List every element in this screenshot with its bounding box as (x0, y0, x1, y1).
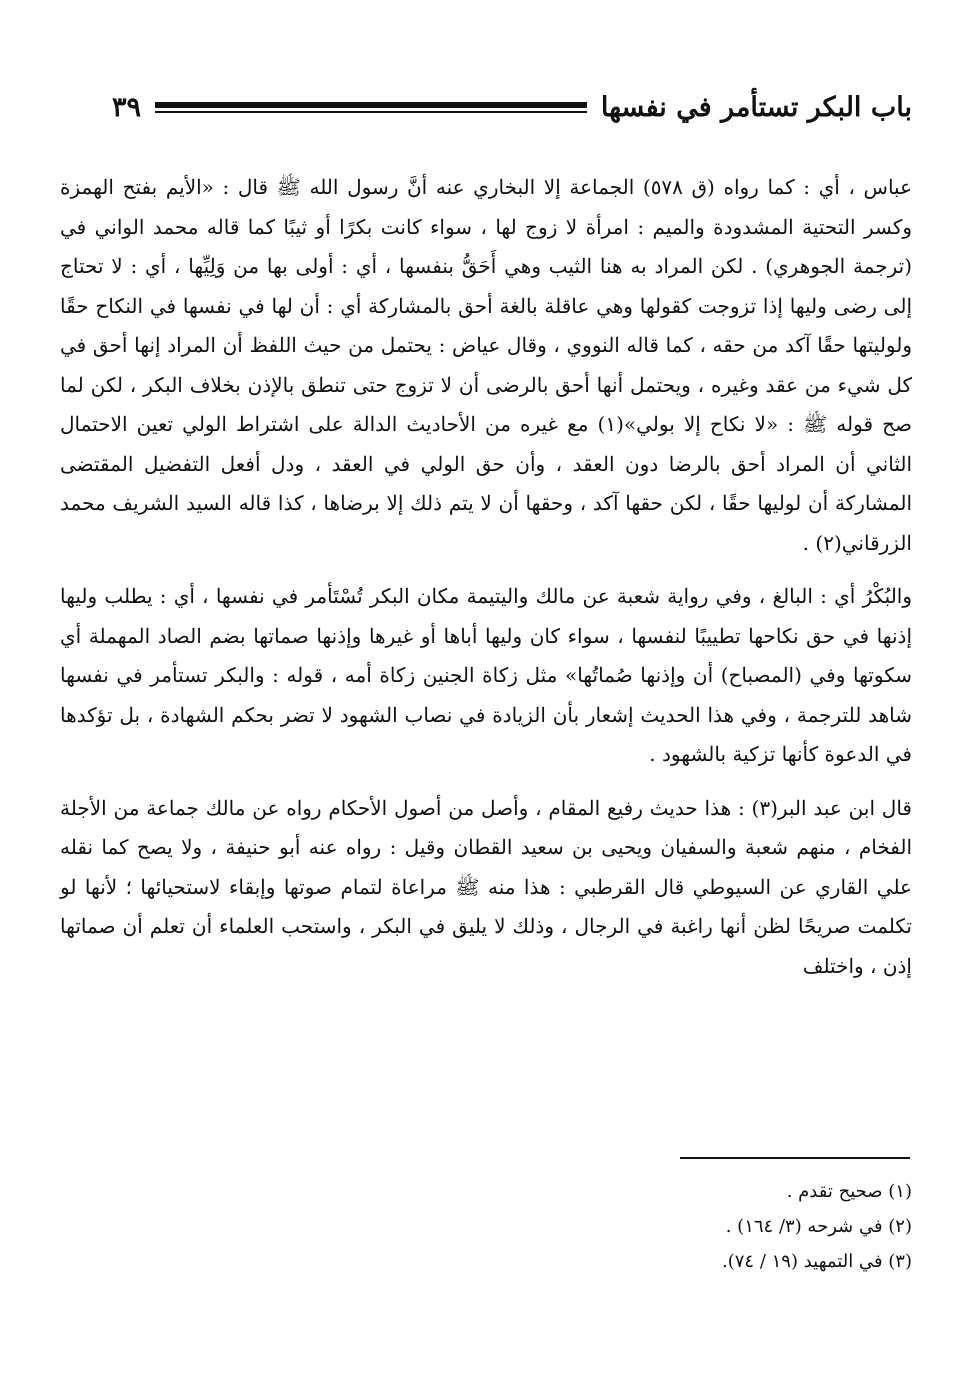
footnote-divider (680, 1157, 910, 1159)
footnotes (60, 1174, 912, 1279)
paragraph-1: عباس ، أي : كما رواه (ق ٥٧٨) الجماعة إلا البخاري عنه أنَّ رسول الله ﷺ قال : «الأيم بفتح الهمزة وكسر التحتية المشدودة والميم : امرأة لا زوج لها ، سواء كانت بكرًا أو ثيبًا كما قاله محمد الواني في (ترجمة الجوهري) . لكن المراد به هنا الثيب وهي أَحَقُّ بنفسها ، أي : أولى بها من وَلِيِّها ، أي : لا تحتاج إلى رضى وليها إذا تزوجت كقولها وهي عاقلة بالغة أحق بالمشاركة أي : أن لها في نفسها في النكاح حقًا ولوليتها حقًا آكد من حقه ، كما قاله النووي ، وقال عياض : يحتمل من حيث اللفظ أن المراد إنها أحق في كل شيء من عقد وغيره ، ويحتمل أنها أحق بالرضى أن لا تزوج حتى تنطق بالإذن بخلاف البكر ، لكن لما صح قوله ﷺ : «لا نكاح إلا بولي»(١) مع غيره من الأحاديث الدالة على اشتراط الولي تعين الاحتمال الثاني أن المراد أحق بالرضا دون العقد ، وأن حق الولي في العقد ، ودل أفعل التفضيل المقتضى المشاركة أن لوليها حقًا ، لكن حقها آكد ، وحقها أن لا يتم ذلك إلا برضاها ، كذا قاله السيد الشريف محمد الزرقاني(٢) . (60, 175, 913, 555)
header-rule (155, 102, 587, 113)
chapter-title: باب البكر تستأمر في نفسها (600, 91, 912, 123)
footnote-3: (٣) في التمهيد (١٩ / ٧٤). (722, 1251, 912, 1272)
footnote-2: (٢) في شرحه (٣/ ١٦٤) . (725, 1216, 912, 1237)
page-header (112, 84, 912, 130)
body-text (60, 168, 912, 1000)
paragraph-3: قال ابن عبد البر(٣) : هذا حديث رفيع المقام ، وأصل من أصول الأحكام رواه عن مالك جماعة من الأجلة الفخام ، منهم شعبة والسفيان ويحيى بن سعيد القطان وقيل : رواه عنه أبو حنيفة ، ولا يصح كما نقله علي القاري عن السيوطي قال القرطبي : هذا منه ﷺ مراعاة لتمام صوتها وإبقاء لاستحيائها ؛ لأنها لو تكلمت صريحًا لظن أنها راغبة في الرجال ، وذلك لا يليق في البكر ، واستحب العلماء أن تعلم أن صماتها إذن ، واختلف (60, 795, 913, 978)
page-number: ٣٩ (112, 91, 142, 123)
footnote-1: (١) صحيح تقدم . (786, 1181, 912, 1202)
paragraph-2: والبُكْرُ أي : البالغ ، وفي رواية شعبة عن مالك واليتيمة مكان البكر تُسْتَأمر في نفسها ، أي : يطلب وليها إذنها في حق نكاحها تطييبًا لنفسها ، سواء كان وليها أباها أو غيرها وإذنها صماتها بضم الصاد المهملة أي سكوتها وفي (المصباح) أن وإذنها صُماتُها» مثل زكاة الجنين زكاة أمه ، قوله : والبكر تستأمر في نفسها شاهد للترجمة ، وفي هذا الحديث إشعار بأن الزيادة في نصاب الشهود لا تضر بحكم الشهادة ، بل تؤكدها في الدعوة كأنها تزكية بالشهود . (60, 584, 912, 766)
